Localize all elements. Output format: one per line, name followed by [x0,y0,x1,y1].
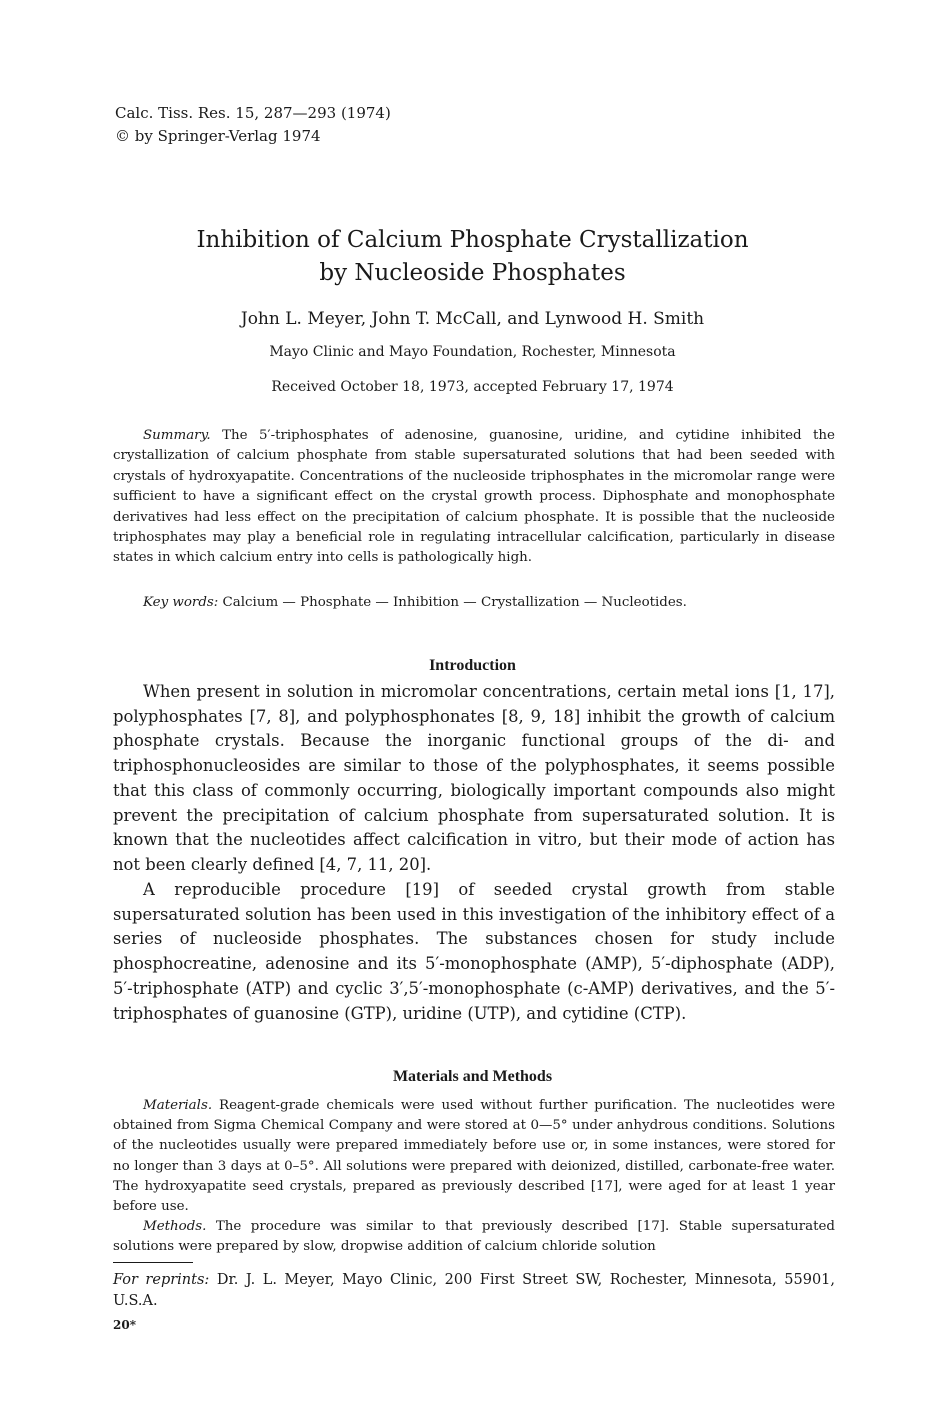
methods-label: Methods. [143,1219,207,1234]
received-date: Received October 18, 1973, accepted February 17, 1974 [271,379,674,395]
methods-text: The procedure was similar to that previously described [17]. Stable supersaturated solutions were prepared by slow, dropwise addition of calcium chloride solution [113,1219,835,1255]
methods-paragraph [113,1217,835,1257]
author-list: John L. Meyer, John T. McCall, and Lynwood H. Smith [240,309,705,329]
summary-label: Summary. [143,428,211,443]
materials-label: Materials. [143,1098,213,1113]
title-line-2: by Nucleoside Phosphates [319,260,626,286]
footnote-divider [113,1262,193,1263]
journal-citation [115,102,391,148]
copyright-line: © by Springer-Verlag 1974 [115,127,321,145]
materials-paragraph [113,1096,835,1217]
materials-text: Reagent-grade chemicals were used without further purification. The nucleotides were obtained from Sigma Chemical Company and were stored at 0—5° under anhydrous conditions. Solutions of the nucleotides usually were prepared immediately before use or, in some instances, were stored for no longer than 3 days at 0–5°. All solutions were prepared with deionized, distilled, carbonate-free water. The hydroxyapatite seed crystals, prepared as previously described [17], were aged for at least 1 year before use. [113,1098,835,1215]
keywords [143,593,833,613]
reprint-footnote [113,1270,835,1312]
journal-line: Calc. Tiss. Res. 15, 287—293 (1974) [115,104,391,122]
footnote-text: Dr. J. L. Meyer, Mayo Clinic, 200 First Street SW, Rochester, Minnesota, 55901, U.S.A. [113,1272,836,1309]
affiliation: Mayo Clinic and Mayo Foundation, Rochester, Minnesota [269,344,676,360]
footnote-label: For reprints: [113,1272,210,1288]
keywords-label: Key words: [143,595,219,610]
summary-paragraph [113,426,835,569]
introduction-heading: Introduction [429,657,516,674]
title-line-1: Inhibition of Calcium Phosphate Crystallization [196,227,749,253]
materials-methods-heading: Materials and Methods [392,1068,553,1085]
signature-mark: 20* [113,1318,136,1332]
paper-title [0,224,945,290]
summary-text: The 5′-triphosphates of adenosine, guanosine, uridine, and cytidine inhibited the crystallization of calcium phosphate from stable supersaturated solutions that had been seeded with crystals of hydroxyapatite. Concentrations of the nucleoside triphosphates in the micromolar range were sufficient to have a significant effect on the crystal growth process. Diphosphate and monophosphate derivatives had less effect on the precipitation of calcium phosphate. It is possible that the nucleoside triphosphates may play a beneficial role in regulating intracellular calcification, particularly in disease states in which calcium entry into cells is pathologically high. [113,428,835,566]
introduction-paragraph-2: A reproducible procedure [19] of seeded crystal growth from stable supersaturated solution has been used in this investigation of the inhibitory effect of a series of nucleoside phosphates. The substances chosen for study include phosphocreatine, adenosine and its 5′-monophosphate (AMP), 5′-diphosphate (ADP), 5′-triphosphate (ATP) and cyclic 3′,5′-monophosphate (c-AMP) derivatives, and the 5′-triphosphates of guanosine (GTP), uridine (UTP), and cytidine (CTP). [113,880,835,1023]
keywords-text: Calcium — Phosphate — Inhibition — Crystallization — Nucleotides. [222,595,687,610]
introduction-paragraph-1: When present in solution in micromolar concentrations, certain metal ions [1, 17], polyphosphates [7, 8], and polyphosphonates [8, 9, 18] inhibit the growth of calcium phosphate crystals. Because the inorganic functional groups of the di- and triphosphonucleosides are similar to those of the polyphosphates, it seems possible that this class of commonly occurring, biologically important compounds also might prevent the precipitation of calcium phosphate from supersaturated solution. It is known that the nucleotides affect calcification in vitro, but their mode of action has not been clearly defined [4, 7, 11, 20]. [113,682,835,874]
